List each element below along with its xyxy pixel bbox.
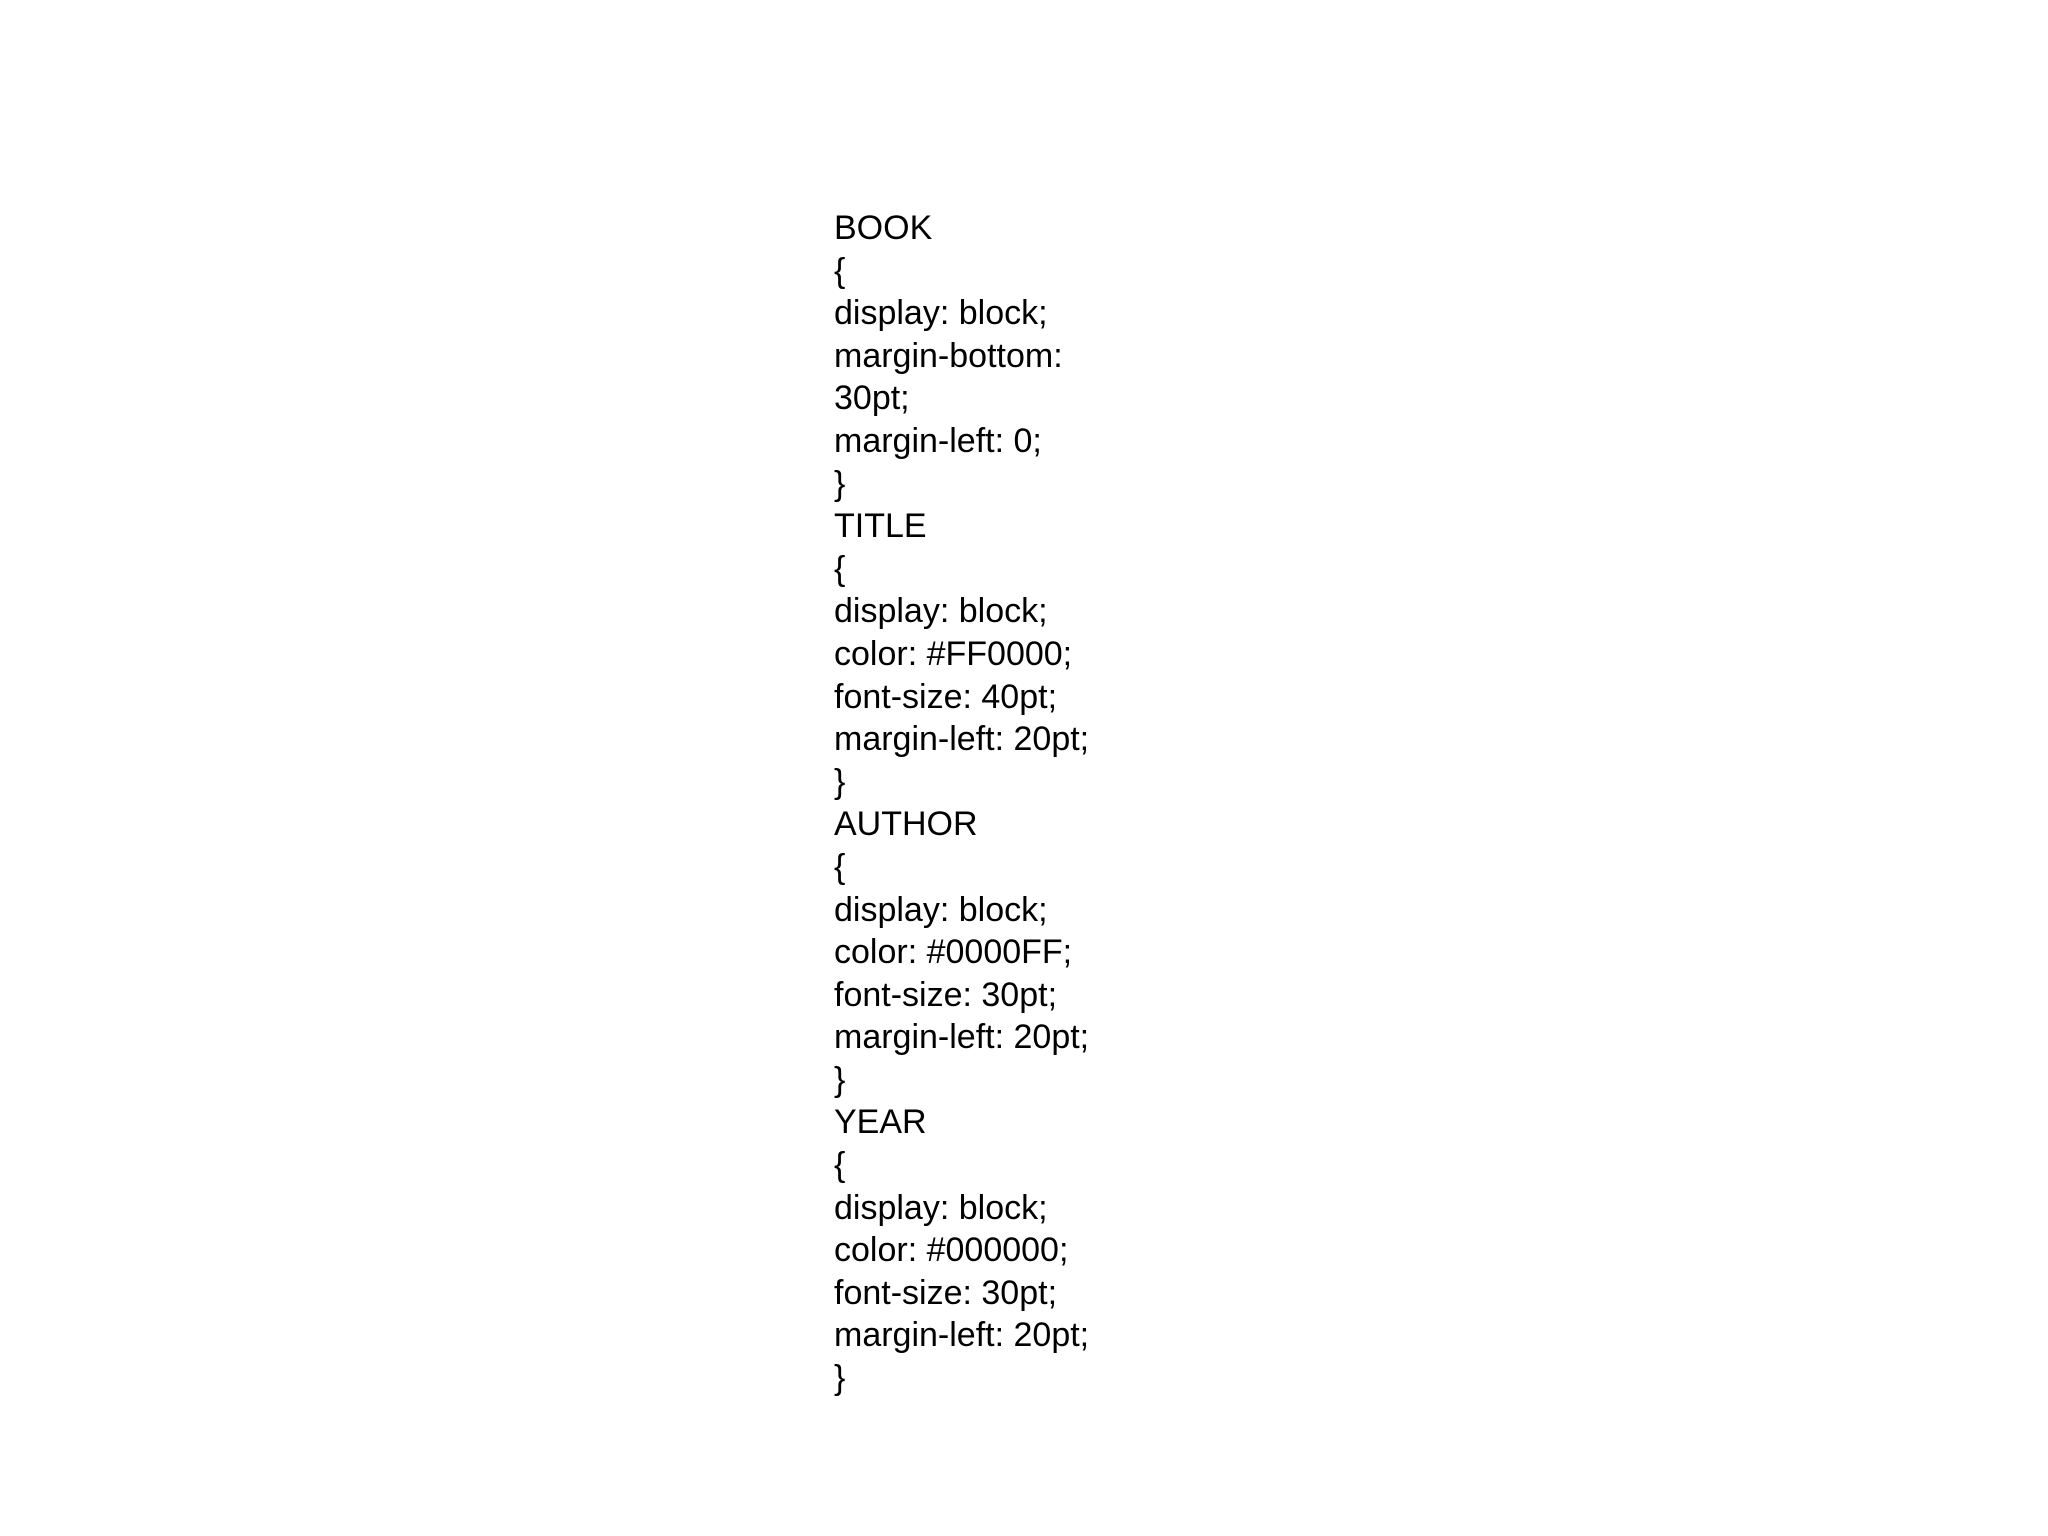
text-line: AUTHOR xyxy=(834,805,978,844)
text-line: } xyxy=(834,762,846,801)
text-line: margin-left: 0; xyxy=(834,421,1042,460)
text-line: display: block; xyxy=(834,1188,1048,1227)
text-line: TITLE xyxy=(834,507,927,546)
text-line: margin-left: 20pt; xyxy=(834,720,1090,759)
text-line: margin-left: 20pt; xyxy=(834,1018,1090,1057)
text-line: display: block; xyxy=(834,592,1048,631)
text-line: color: #000000; xyxy=(834,1231,1069,1270)
text-line: color: #FF0000; xyxy=(834,634,1073,673)
text-line: } xyxy=(834,464,846,503)
text-line: YEAR xyxy=(834,1103,927,1142)
text-line: font-size: 40pt; xyxy=(834,677,1058,716)
text-line: { xyxy=(834,549,846,588)
text-line: 30pt; xyxy=(834,379,910,418)
text-line: BOOK xyxy=(834,209,933,247)
text-line: margin-left: 20pt; xyxy=(834,1316,1090,1355)
text-line: { xyxy=(834,251,846,290)
text-line: color: #0000FF; xyxy=(834,933,1073,972)
text-line: { xyxy=(834,1146,846,1185)
text-line: display: block; xyxy=(834,890,1048,929)
css-source-text xyxy=(834,207,1089,1400)
text-line: margin-bottom: xyxy=(834,336,1063,375)
text-line: } xyxy=(834,1060,846,1099)
text-line: font-size: 30pt; xyxy=(834,975,1058,1014)
text-line: { xyxy=(834,847,846,886)
text-line: font-size: 30pt; xyxy=(834,1273,1058,1312)
text-line: } xyxy=(834,1359,846,1398)
text-line: display: block; xyxy=(834,294,1048,333)
